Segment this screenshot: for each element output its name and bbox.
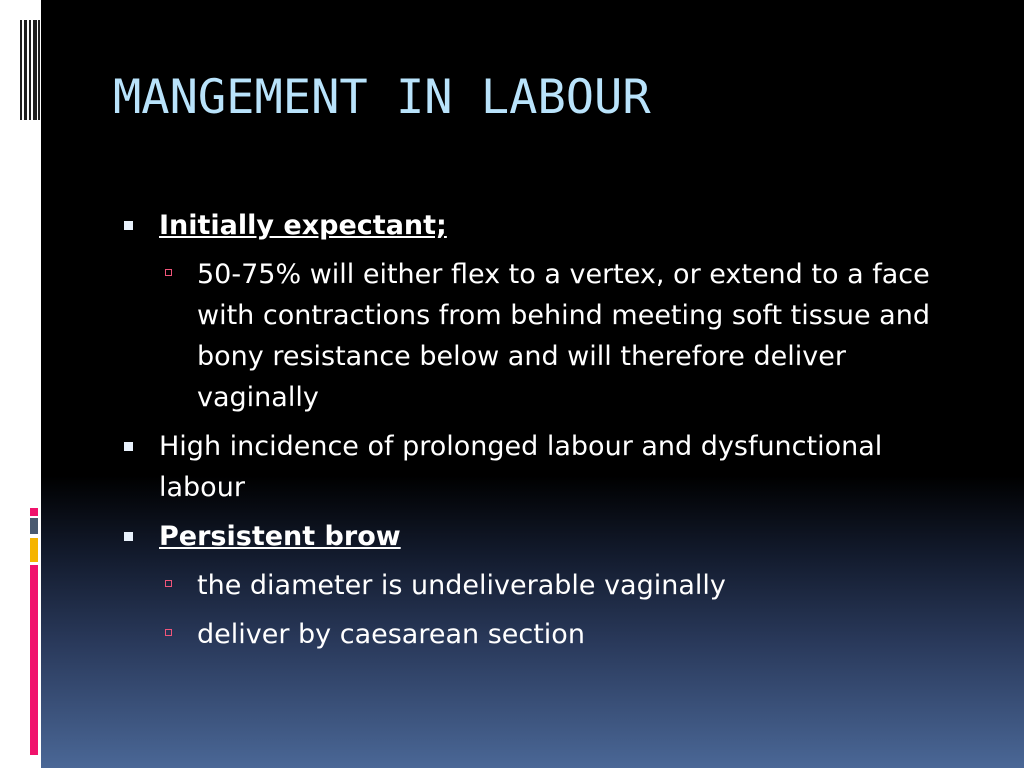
bullet-text: Initially expectant; xyxy=(159,210,447,241)
accent-bar-gray xyxy=(30,518,38,534)
hollow-square-bullet-icon xyxy=(165,629,172,636)
square-bullet-icon xyxy=(124,221,133,230)
hollow-square-bullet-icon xyxy=(165,269,172,276)
sub-bullet-item-caesarean xyxy=(121,614,971,655)
bullet-item-high-incidence xyxy=(121,426,971,508)
slide-title: MANGEMENT IN LABOUR xyxy=(113,70,651,125)
accent-bar-pink-small xyxy=(30,508,38,516)
sub-bullet-item-diameter xyxy=(121,565,971,606)
decorative-line xyxy=(29,20,31,120)
bullet-item-persistent-brow xyxy=(121,516,971,557)
decorative-line xyxy=(38,20,40,120)
bullet-text: Persistent brow xyxy=(159,521,401,552)
sub-bullet-text: deliver by caesarean section xyxy=(197,619,585,650)
hollow-square-bullet-icon xyxy=(165,580,172,587)
sub-bullet-text: the diameter is undeliverable vaginally xyxy=(197,570,726,601)
bullet-text: High incidence of prolonged labour and dysfunctional labour xyxy=(159,431,883,503)
square-bullet-icon xyxy=(124,442,133,451)
decorative-vertical-lines xyxy=(20,20,40,120)
sub-bullet-item-flex-extend xyxy=(121,254,971,418)
bullet-item-initially-expectant xyxy=(121,205,971,246)
sub-bullet-text: 50-75% will either flex to a vertex, or extend to a face with contractions from behind meeting soft tissue and bony resistance below and will therefore deliver vaginally xyxy=(197,259,930,413)
bullet-list xyxy=(121,205,971,663)
decorative-line xyxy=(20,20,22,120)
decorative-line xyxy=(33,20,37,120)
square-bullet-icon xyxy=(124,532,133,541)
decorative-line xyxy=(24,20,27,120)
accent-bar-pink-long xyxy=(30,565,38,755)
accent-bar-yellow xyxy=(30,538,38,562)
left-margin-strip xyxy=(0,0,41,768)
